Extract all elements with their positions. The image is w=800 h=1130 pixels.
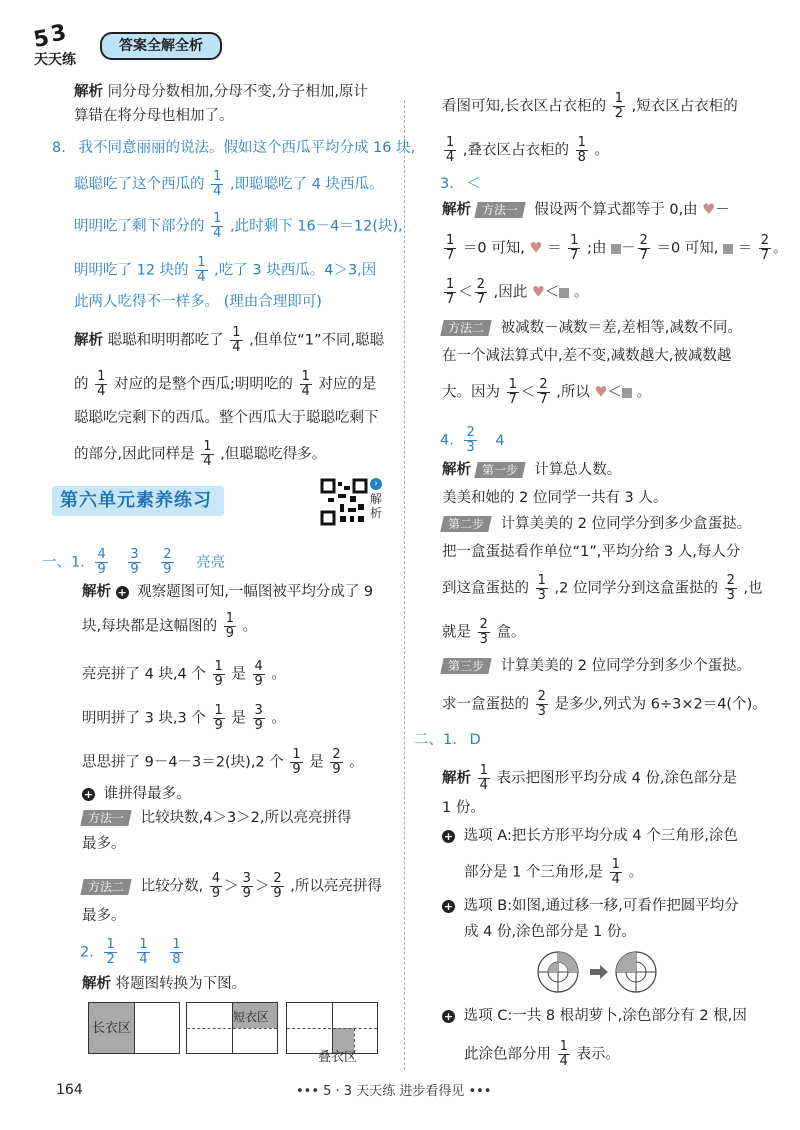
method-tag: 方法一 <box>80 810 131 826</box>
fraction: $\frac{4}{9}$ <box>211 871 221 901</box>
fraction: $\frac{1}{9}$ <box>292 747 301 777</box>
fraction: $\frac{1}{8}$ <box>172 937 181 967</box>
answer-text: 此两人吃得不一样多。 (理由合理即可) <box>74 294 322 310</box>
jx-label: 解析 <box>442 462 471 478</box>
text: 。 <box>242 618 258 635</box>
text: 比较块数,4＞3＞2,所以亮亮拼得 <box>140 810 352 826</box>
fraction: $\frac{2}{9}$ <box>273 871 282 901</box>
fraction: $\frac{2}{3}$ <box>466 425 475 455</box>
text: 谁拼得最多。 <box>103 786 191 802</box>
text: 在一个减法算式中,差不变,减数越大,被减数越 <box>442 348 732 364</box>
figure-label: 短衣区 <box>233 1010 270 1024</box>
answer-text: 明明吃了 12 块的 <box>74 262 189 279</box>
fraction: $\frac{1}{4}$ <box>197 255 206 285</box>
fraction: $\frac{1}{4}$ <box>479 763 488 793</box>
plus-icon: + <box>443 899 454 913</box>
fraction: $\frac{1}{7}$ <box>446 233 455 263</box>
jx-label: 解析 <box>82 976 111 992</box>
text: 部分是 1 个三角形,是 <box>464 864 604 881</box>
text: 。 <box>594 142 609 159</box>
plus-icon: + <box>83 787 94 801</box>
text: 是 <box>309 754 324 771</box>
text: 算错在将分母也相加了。 <box>74 108 234 124</box>
text: 对应的是整个西瓜;明明吃的 <box>114 376 293 393</box>
text: 。 <box>271 710 286 727</box>
qr-label: 解析 <box>370 492 383 520</box>
answer-text: 亮亮 <box>196 554 226 571</box>
text: 最多。 <box>82 908 126 924</box>
jx-label: 解析 <box>442 202 471 218</box>
fraction: $\frac{1}{4}$ <box>213 211 222 241</box>
text: 假设两个算式都等于 0,由 <box>534 202 698 218</box>
text: 就是 <box>442 624 471 641</box>
question-number: 3. <box>440 176 454 192</box>
answer-text: 聪聪吃了这个西瓜的 <box>74 176 205 193</box>
jx-label: 解析 <box>74 332 103 349</box>
question-number: 2. <box>80 944 94 961</box>
fraction: $\frac{4}{9}$ <box>254 659 263 689</box>
method-tag: 方法二 <box>440 320 491 336</box>
text: 思思拼了 9－4－3＝2(块),2 个 <box>82 754 284 771</box>
qr-code-icon <box>320 478 368 526</box>
text: 。 <box>574 284 589 301</box>
square-icon <box>723 244 733 254</box>
column-divider <box>404 100 405 1070</box>
text: ,因此 <box>493 284 528 301</box>
answer-text: ,即聪聪吃了 4 块西瓜。 <box>230 176 384 193</box>
text: 到这盒蛋挞的 <box>442 580 529 597</box>
circle-figure-graphic <box>536 950 660 994</box>
wardrobe-figure-short <box>186 1002 278 1054</box>
fraction: $\frac{1}{2}$ <box>106 937 115 967</box>
fraction: $\frac{2}{3}$ <box>479 617 488 647</box>
figure-label: 长衣区 <box>92 1021 132 1036</box>
fraction: $\frac{1}{7}$ <box>446 277 455 307</box>
text: 观察题图可知,一幅图被平均分成了 9 <box>137 584 374 600</box>
text: 同分母分数相加,分母不变,分子相加,原计 <box>107 84 368 100</box>
fraction: $\frac{1}{4}$ <box>559 1039 568 1069</box>
fraction: $\frac{1}{4}$ <box>97 369 106 399</box>
text: 计算美美的 2 位同学分到多少个蛋挞。 <box>500 658 752 674</box>
text: 聪聪和明明都吃了 <box>107 332 224 349</box>
text: 的 <box>74 376 89 393</box>
text: 是多少,列式为 6÷3×2＝4(个)。 <box>554 696 767 713</box>
jx-label: 解析 <box>74 84 103 100</box>
text: 求一盒蛋挞的 <box>442 696 529 713</box>
question-number: 4. <box>440 432 454 449</box>
fraction: $\frac{3}{9}$ <box>130 547 139 577</box>
answer-text: 4 <box>495 432 505 449</box>
text: 成 4 份,涂色部分是 1 份。 <box>464 924 636 940</box>
text: 此涂色部分用 <box>464 1046 551 1063</box>
fraction: $\frac{1}{9}$ <box>214 703 223 733</box>
text: ,但单位“1”不同,聪聪 <box>249 332 385 349</box>
arrow-icon: › <box>370 478 382 490</box>
header-banner <box>100 32 222 60</box>
page-number: 164 <box>56 1082 83 1098</box>
fraction: $\frac{2}{7}$ <box>539 377 548 407</box>
text: 选项 A:把长方形平均分成 4 个三角形,涂色 <box>463 828 738 844</box>
wardrobe-figure-long <box>88 1002 180 1054</box>
fraction: $\frac{1}{4}$ <box>232 325 241 355</box>
text: ,所以亮亮拼得 <box>290 878 382 895</box>
figure-label: 叠衣区 <box>318 1050 358 1065</box>
text: ＝ <box>737 240 753 257</box>
logo-icon <box>32 20 92 66</box>
fraction: $\frac{1}{4}$ <box>611 857 620 887</box>
square-icon <box>611 244 621 254</box>
square-icon <box>622 388 632 398</box>
fraction: $\frac{4}{9}$ <box>97 547 106 577</box>
fraction: $\frac{2}{7}$ <box>760 233 770 263</box>
jx-label: 解析 <box>82 584 111 600</box>
text: 美美和她的 2 位同学一共有 3 人。 <box>442 490 668 506</box>
text: ＝0 可知, <box>656 240 719 257</box>
unit-title-banner <box>52 486 224 516</box>
section-number: 二、1. <box>414 732 457 748</box>
fraction: $\frac{1}{4}$ <box>301 369 310 399</box>
heart-icon: ♥ <box>702 202 716 218</box>
answer-text: 我不同意丽丽的说法。假如这个西瓜平均分成 16 块, <box>78 140 416 156</box>
text: 。 <box>349 754 364 771</box>
text: ＝0 可知, <box>462 240 525 257</box>
fraction: $\frac{1}{7}$ <box>508 377 517 407</box>
text: 最多。 <box>82 836 126 852</box>
text: 。 <box>271 666 286 683</box>
logo <box>32 20 92 66</box>
step-tag: 第一步 <box>474 462 525 478</box>
heart-icon: ♥ <box>531 284 545 301</box>
fraction: $\frac{1}{7}$ <box>570 233 579 263</box>
text: 计算美美的 2 位同学分到多少盒蛋挞。 <box>500 516 752 532</box>
fraction: $\frac{1}{9}$ <box>225 611 234 641</box>
header-banner-text: 答案全解全析 <box>119 38 203 54</box>
fraction: $\frac{1}{4}$ <box>446 135 455 165</box>
fraction: $\frac{2}{7}$ <box>639 233 648 263</box>
plus-icon: + <box>443 829 454 843</box>
text: ,叠衣区占衣柜的 <box>462 142 569 159</box>
section-number: 一、1. <box>42 554 85 571</box>
answer-text: 明明吃了剩下部分的 <box>74 218 205 235</box>
text: 的部分,因此同样是 <box>74 446 195 463</box>
text: 块,每块都是这幅图的 <box>82 618 218 635</box>
text: 选项 C:一共 8 根胡萝卜,涂色部分有 2 根,因 <box>463 1008 747 1024</box>
fraction: $\frac{2}{3}$ <box>726 573 735 603</box>
method-tag: 方法二 <box>80 879 131 895</box>
answer-text: ,吃了 3 块西瓜。4＞3,因 <box>214 262 377 279</box>
fraction: $\frac{1}{4}$ <box>213 169 222 199</box>
text: 是 <box>231 666 246 683</box>
text: 比较分数, <box>140 878 204 895</box>
plus-icon: + <box>443 1009 454 1023</box>
text: 盒。 <box>496 624 526 641</box>
text: 。 <box>636 384 652 401</box>
heart-icon: ♥ <box>529 240 543 257</box>
answer-text: ,此时剩下 16－4＝12(块), <box>230 218 403 235</box>
text: ,2 位同学分到这盒蛋挞的 <box>554 580 718 597</box>
footer-slogan: ••• 5 · 3 天天练 进步看得见 ••• <box>296 1084 492 1099</box>
qr-code[interactable] <box>320 478 368 526</box>
text: 计算总人数。 <box>534 462 622 478</box>
fraction: $\frac{3}{9}$ <box>254 703 263 733</box>
fraction: $\frac{1}{4}$ <box>203 439 212 469</box>
unit-title: 第六单元素养练习 <box>60 490 212 511</box>
text: 亮亮拼了 4 块,4 个 <box>82 666 206 683</box>
fraction: $\frac{2}{7}$ <box>476 277 486 307</box>
svg-text:3: 3 <box>48 20 69 48</box>
text: ,短衣区占衣柜的 <box>631 98 738 115</box>
plus-icon: + <box>117 585 127 599</box>
answer-text: ＜ <box>466 176 481 192</box>
svg-text:5: 5 <box>32 25 52 53</box>
text: ,也 <box>743 580 763 597</box>
text: ,但聪聪吃得多。 <box>220 446 327 463</box>
text: 表示。 <box>576 1046 620 1063</box>
wardrobe-figure-fold <box>286 1002 378 1054</box>
text: ＝ <box>547 240 562 257</box>
answer-text: D <box>469 732 481 748</box>
text: 把一盒蛋挞看作单位“1”,平均分给 3 人,每人分 <box>442 544 741 560</box>
circle-figure <box>536 950 660 994</box>
step-tag: 第三步 <box>440 658 491 674</box>
text: 明明拼了 3 块,3 个 <box>82 710 206 727</box>
fraction: $\frac{2}{3}$ <box>537 689 546 719</box>
text: ;由 <box>587 240 607 257</box>
text: 聪聪吃完剩下的西瓜。整个西瓜大于聪聪吃剩下 <box>74 410 379 426</box>
svg-text:天天练: 天天练 <box>34 52 76 66</box>
text: ,所以 <box>556 384 590 401</box>
square-icon <box>559 288 569 298</box>
question-number: 8. <box>52 140 66 156</box>
text: 对应的是 <box>318 376 377 393</box>
text: 选项 B:如图,通过移一移,可看作把圆平均分 <box>463 898 739 914</box>
fraction: $\frac{1}{4}$ <box>139 937 148 967</box>
step-tag: 第二步 <box>440 516 491 532</box>
fraction: $\frac{1}{9}$ <box>214 659 223 689</box>
text: 是 <box>231 710 246 727</box>
text: 表示把图形平均分成 4 份,涂色部分是 <box>496 770 738 787</box>
text: 被减数－减数＝差,差相等,减数不同。 <box>500 320 742 336</box>
fraction: $\frac{3}{9}$ <box>242 871 251 901</box>
method-tag: 方法一 <box>474 202 525 218</box>
fraction: $\frac{2}{9}$ <box>332 747 341 777</box>
fraction: $\frac{1}{2}$ <box>614 91 623 121</box>
heart-icon: ♥ <box>594 384 608 401</box>
fraction: $\frac{1}{3}$ <box>537 573 546 603</box>
fraction: $\frac{2}{9}$ <box>163 547 172 577</box>
jx-label: 解析 <box>442 770 471 787</box>
text: 将题图转换为下图。 <box>115 976 247 992</box>
text: 。 <box>628 864 644 881</box>
text: 看图可知,长衣区占衣柜的 <box>442 98 607 115</box>
fraction: $\frac{1}{8}$ <box>577 135 586 165</box>
text: 1 份。 <box>442 800 485 816</box>
text: 大。因为 <box>442 384 500 401</box>
